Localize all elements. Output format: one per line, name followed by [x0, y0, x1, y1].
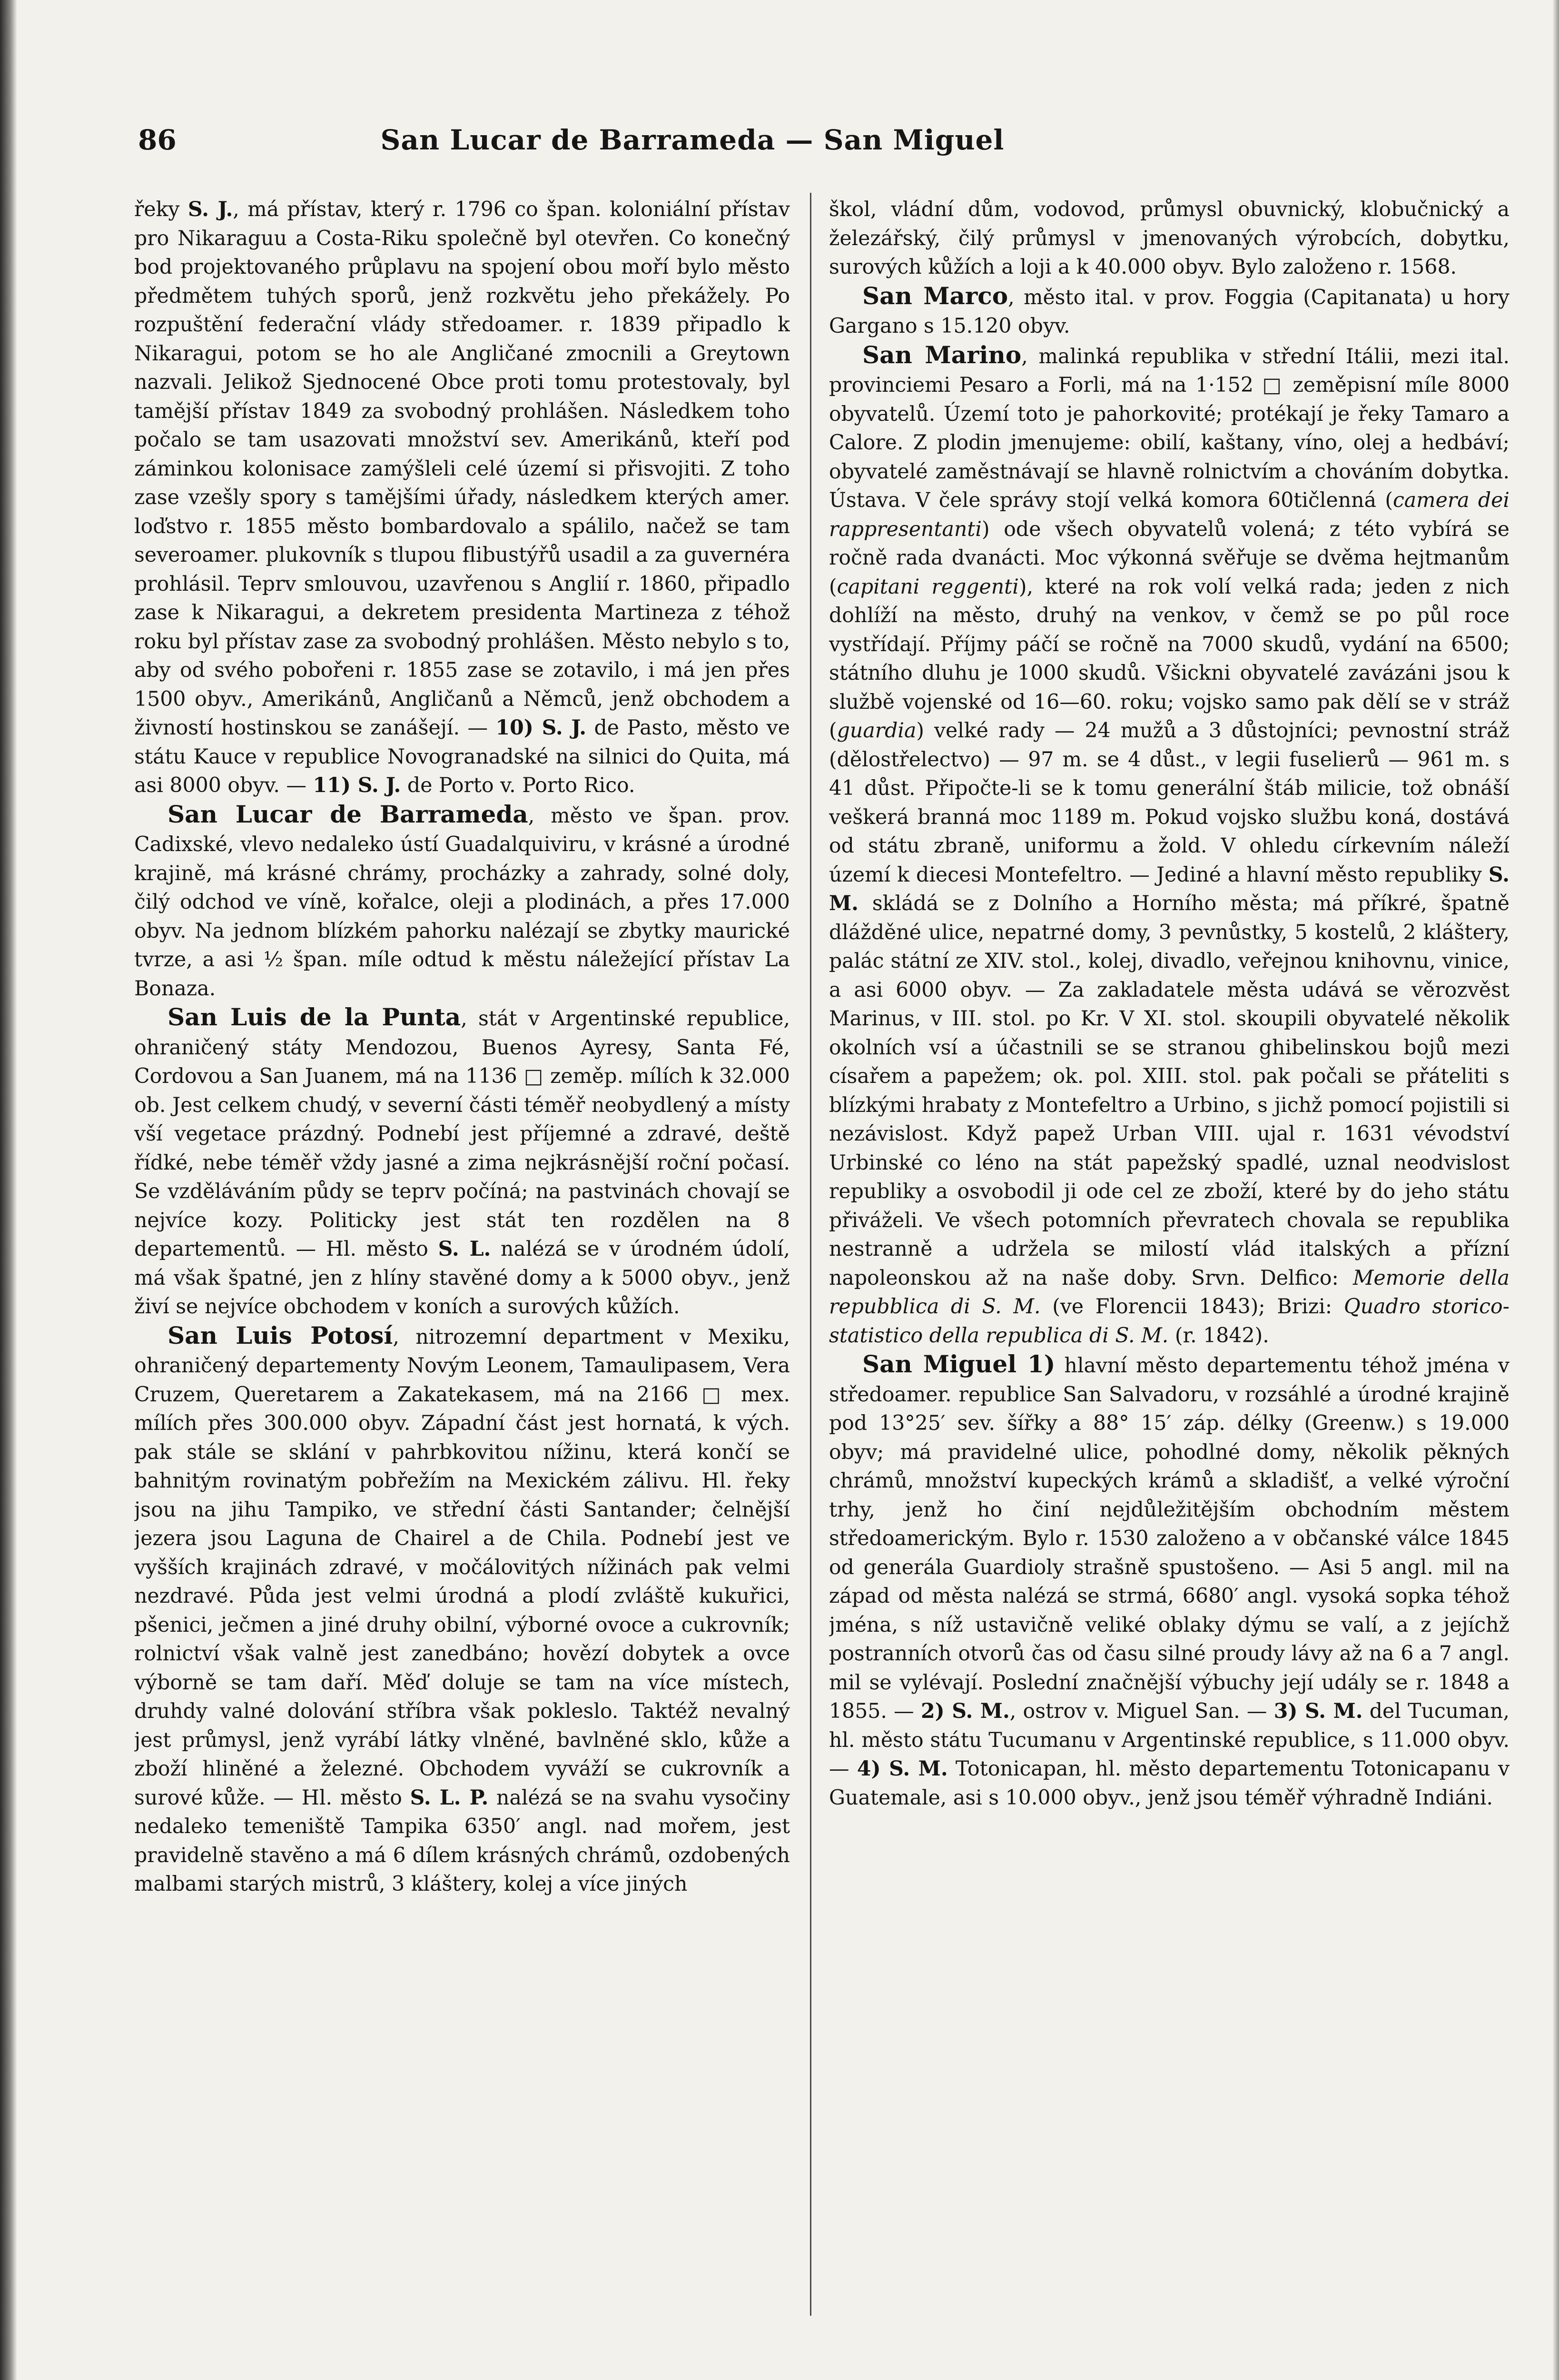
- entry-continuation: [829, 195, 1510, 282]
- italic-title: Quadro storico-statistico della republica di S. M.: [829, 1295, 1510, 1348]
- sub-entry-label: S. M.: [829, 863, 1510, 915]
- italic-title: guardia: [837, 719, 917, 743]
- entry-text: , nitrozemní department v Mexiku, ohraničený departementy Novým Leonem, Tamaulipasem, Vera Cruzem, Queretarem a Zakatekasem, má na 2166 □ mex. mílích přes 300.000 obyv. Západní část jest hornatá, k vých. pak stále se sklání v pahrbkovitou nížinu, která končí se bahnitým rovinatým pobřežím na Mexickém zálivu. Hl. řeky jsou na jihu Tampiko, ve střední části Santander; čelnější jezera jsou Laguna de Chairel a de Chila. Podnebí jest ve vyšších krajinách zdravé, v močálovitých nížinách pak velmi nezdravé. Půda jest velmi úrodná a plodí zvláště kukuřici, pšenici, ječmen a jiné druhy obilní, výborné ovoce a cukrovník; rolnictví však valně jest zanedbáno; hovězí dobytek a ovce výborně se tam daří. Měď doluje se tam na více místech, druhdy valné dolování stříbra však pokleslo. Taktéž nevalný jest průmysl, jenž vyrábí látky vlněné, bavlněné sklo, kůže a zboží hliněné a železné. Obchodem vyváží se cukrovník a surové kůže. — Hl. město: [134, 1325, 790, 1810]
- page-header: [138, 124, 1247, 167]
- italic-title: Memorie della repubblica di S. M.: [829, 1266, 1510, 1319]
- dictionary-entry: [829, 1350, 1510, 1812]
- entry-text: , má přístav, který r. 1796 co špan. koloniální přístav pro Nikaraguu a Costa-Riku společně byl otevřen. Co konečný bod projektovaného průplavu na spojení obou moří bylo město předmětem tuhých sporů, jenž rozkvětu jeho překážely. Po rozpuštění federační vlády středoamer. r. 1839 připadlo k Nikaragui, potom se ho ale Angličané zmocnili a Greytown nazvali. Jelikož Sjednocené Obce proti tomu protestovaly, byl tamější přístav 1849 za svobodný prohlášen. Následkem toho počalo se tam usazovati množství sev. Amerikánů, kteří pod záminkou kolonisace zamýšleli celé území si přisvojiti. Z toho zase vzešly spory s tamějšími úřady, následkem kterých amer. loďstvo r. 1855 město bombardovalo a spálilo, načež se tam severoamer. plukovník s tlupou flibustýřů usadil a za guvernéra prohlásil. Teprv smlouvou, uzavřenou s Anglií r. 1860, připadlo zase k Nikaragui, a dekretem presidenta Martineza z téhož roku byl přístav zase za svobodný prohlášen. Město nebylo s to, aby od svého pobořeni r. 1855 zase se zotavilo, i má jen přes 1500 obyv., Amerikánů, Angličanů a Němců, jenž obchodem a živností hostinskou se zanášejí. —: [134, 198, 790, 740]
- entry-text: ) ode všech obyvatelů volená; z této vybírá se ročně rada dvanácti. Moc výkonná svěřuje se dvěma hejtmanům (: [829, 517, 1510, 599]
- dictionary-entry: [134, 1003, 790, 1321]
- entry-headword: San Marco: [862, 281, 1008, 310]
- entry-text: škol, vládní dům, vodovod, průmysl obuvnický, klobučnický a železářský, čilý průmysl v jmenovaných výrobcích, dobytku, surových kůžích a loji a k 40.000 obyv. Bylo založeno r. 1568.: [829, 198, 1510, 279]
- entry-text: , město ve špan. prov. Cadixské, vlevo nedaleko ústí Guadalquiviru, v krásné a úrodné krajině, má krásné chrámy, procházky a zahrady, solné doly, čilý odchod ve víně, kořalce, oleji a plodinách, a přes 17.000 obyv. Na jednom blízkém pahorku nalézají se zbytky maurické tvrze, a asi ½ špan. míle odtud k městu náležející přístav La Bonaza.: [134, 803, 790, 1001]
- entry-text: , město ital. v prov. Foggia (Capitanata) u hory Gargano s 15.120 obyv.: [829, 285, 1510, 338]
- entry-text: de Porto v. Porto Rico.: [401, 774, 635, 797]
- left-text-column: [134, 195, 790, 2313]
- entry-continuation: [134, 195, 790, 800]
- entry-text: Totonicapan, hl. město departementu Totonicapanu v Guatemale, asi s 10.000 obyv., jenž jsou téměř výhradně Indiáni.: [829, 1757, 1510, 1810]
- dictionary-entry: [829, 282, 1510, 341]
- entry-text: (r. 1842).: [1168, 1323, 1269, 1348]
- italic-title: camera dei rappresentanti: [829, 488, 1510, 541]
- sub-entry-label: 11) S. J.: [313, 774, 401, 797]
- entry-headword: San Lucar de Barrameda: [168, 800, 528, 828]
- entry-text: , ostrov v. Miguel San. —: [1009, 1699, 1274, 1723]
- dictionary-entry: [134, 1321, 790, 1899]
- sub-entry-label: S. J.: [187, 198, 233, 221]
- right-text-column: [829, 195, 1510, 2313]
- sub-entry-label: 10) S. J.: [495, 716, 587, 740]
- entry-headword: San Luis de la Punta: [168, 1003, 461, 1031]
- page-number: 86: [138, 124, 177, 156]
- entry-text: nalézá se v úrodném údolí, má však špatné, jen z hlíny stavěné domy a k 5000 obyv., jenž živí se nejvíce obchodem v koních a surových kůžích.: [134, 1237, 790, 1319]
- sub-entry-label: 3) S. M.: [1273, 1699, 1363, 1723]
- entry-text: ) velké rady — 24 mužů a 3 důstojníci; pevnostní stráž (dělostřelectvo) — 97 m. se 4 důst., v legii fuselierů — 961 m. s 41 důst. Připočte-li se k tomu generální štáb milicie, tož obnáší veškerá branná moc 1189 m. Pokud vojsko službu koná, dostává od státu zbraně, uniformu a žold. V ohledu církevním náleží území k diecesi Montefeltro. — Jediné a hlavní město republiky: [829, 719, 1510, 887]
- entry-text: ), které na rok volí velká rada; jeden z nich dohlíží na město, druhý na venkov, v čemž se po půl roce vystřídají. Příjmy páčí se ročně na 7000 skudů, vydání na 6500; státního dluhu je 1000 skudů. Všickni obyvatelé zavázáni jsou k službě vojenské od 16—60. roku; vojsko samo pak dělí se v stráž (: [829, 575, 1510, 743]
- dictionary-entry: [134, 800, 790, 1003]
- sub-entry-label: 4) S. M.: [857, 1757, 948, 1781]
- italic-title: capitani reggenti: [837, 575, 1019, 599]
- dictionary-entry: [829, 341, 1510, 1350]
- entry-text: skládá se z Dolního a Horního města; má příkré, špatně dlážděné ulice, nepatrné domy, 3 pevnůstky, 5 kostelů, 2 kláštery, palác státní ze XIV. stol., kolej, divadlo, veřejnou knihovnu, vinice, a asi 6000 obyv. — Za zakladatele města udává se věrozvěst Marinus, v III. stol. po Kr. V XI. stol. skoupili obyvatelé několik okolních vsí a účastnili se se stranou ghibelinskou bojů mezi císařem a papežem; ok. pol. XIII. stol. pak počali se přáteliti s blízkými hrabaty z Montefeltro a Urbino, s jichž pomocí pojistili si nezávislost. Když papež Urban VIII. ujal r. 1631 vévodství Urbinské co léno na stát papežský spadlé, uznal neodvislost republiky a osvobodil ji ode cel ze zboží, které by do jeho státu přiváželi. Ve všech potomních převratech chovala se republika nestranně a udržela se milostí vlád italských a přízní napoleonskou až na naše doby. Srvn. Delfico:: [829, 892, 1510, 1290]
- running-head: San Lucar de Barrameda — San Miguel: [380, 124, 1005, 156]
- sub-entry-label: S. L.: [438, 1237, 491, 1261]
- entry-text: (ve Florencii 1843); Brizi:: [1040, 1295, 1344, 1319]
- entry-text: nalézá se na svahu vysočiny nedaleko temeniště Tampika 6350′ angl. nad mořem, jest pravidelně stavěno a má 6 dílem krásných chrámů, ozdobených malbami starých mistrů, 3 kláštery, kolej a více jiných: [134, 1785, 790, 1896]
- sub-entry-label: 2) S. M.: [920, 1699, 1010, 1723]
- entry-text: hlavní město departementu téhož jména v středoamer. republice San Salvadoru, v rozsáhlé a úrodné krajině pod 13°25′ sev. šířky a 88° 15′ záp. délky (Greenw.) s 19.000 obyv; má pravidelné ulice, pohodlné domy, několik pěkných chrámů, množství kupeckých krámů a skladišť, a velké výroční trhy, jenž ho činí nejdůležitějším obchodním městem středoamerickým. Bylo r. 1530 založeno a v občanské válce 1845 od generála Guardioly strašně spustošeno. — Asi 5 angl. mil na západ od města nalézá se strmá, 6680′ angl. vysoká sopka téhož jména, s níž ustavičně veliké oblaky dýmu se valí, a z jejíchž postranních otvorů čas od času silné proudy lávy až na 6 a 7 angl. mil se vylévají. Poslední značnější výbuchy její udály se r. 1848 a 1855. —: [829, 1354, 1510, 1723]
- page-edge-shadow-right: [1552, 0, 1559, 2380]
- sub-entry-label: S. L. P.: [410, 1785, 489, 1810]
- entry-text: řeky: [134, 198, 188, 221]
- entry-headword: San Miguel 1): [862, 1350, 1056, 1378]
- entry-headword: San Luis Potosí: [168, 1321, 393, 1349]
- entry-text: , stát v Argentinské republice, ohraničený státy Mendozou, Buenos Ayresy, Santa Fé, Cordovou a San Juanem, má na 1136 □ zeměp. mílích k 32.000 ob. Jest celkem chudý, v severní části téměř neobydlený a místy vší vegetace prázdný. Podnebí jest příjemné a zdravé, deště řídké, nebe téměř vždy jasné a zima nejkrásnější roční počasí. Se vzděláváním půdy se teprv počíná; na pastvinách chovají se nejvíce kozy. Politicky jest stát ten rozdělen na 8 departementů. — Hl. město: [134, 1007, 790, 1261]
- entry-text: de Pasto, město ve státu Kauce v republice Novogranadské na silnici do Quita, má asi 8000 obyv. —: [134, 716, 790, 797]
- page-edge-shadow-left: [0, 0, 17, 2380]
- entry-text: del Tucuman, hl. město státu Tucumanu v Argentinské republice, s 11.000 obyv. —: [829, 1699, 1510, 1781]
- column-divider: [810, 193, 811, 2316]
- entry-headword: San Marino: [862, 340, 1022, 369]
- entry-text: , malinká republika v střední Itálii, mezi ital. provinciemi Pesaro a Forli, má na 1·152 □ zeměpisní míle 8000 obyvatelů. Území toto je pahorkovité; protékají je řeky Tamaro a Calore. Z plodin jmenujeme: obilí, kaštany, víno, olej a hedbáví; obyvatelé zaměstnávají se hlavně rolnictvím a chováním dobytka. Ústava. V čele správy stojí velká komora 60tičlenná (: [829, 344, 1510, 512]
